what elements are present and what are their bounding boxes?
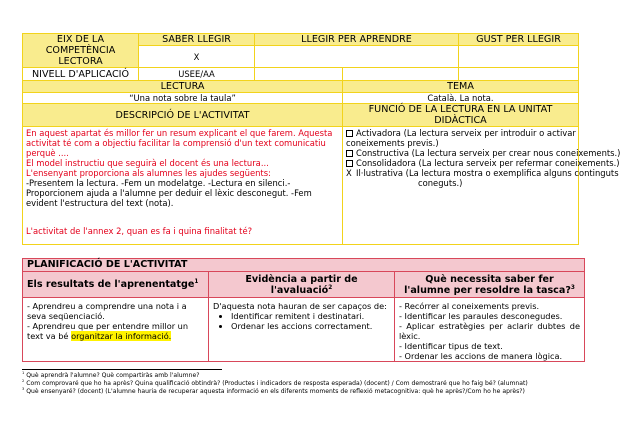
nivell-value: USEE/AA xyxy=(139,68,255,81)
gust-per-llegir-mark xyxy=(459,46,579,68)
evidencia-intro: D'aquesta nota hauran de ser capaços de: xyxy=(213,301,387,311)
list-item: - Recórrer al coneixements previs. xyxy=(399,301,540,311)
que-necessita-content xyxy=(395,298,585,362)
descripcio-header: DESCRIPCIÓ DE L'ACTIVITAT xyxy=(23,104,343,127)
funcio-activadora: Activadora (La lectura serveix per introduir o activar xyxy=(346,128,575,138)
descripcio-ajudes: L'ensenyant proporciona als alumnes les ajudes següents: xyxy=(26,168,271,178)
list-item: - Identificar les paraules desconegudes. xyxy=(399,311,563,321)
descripcio-content xyxy=(23,127,343,245)
checkbox-icon xyxy=(346,150,353,157)
resultats-content xyxy=(23,298,209,362)
descripcio-pregunta: L'activitat de l'annex 2, quan es fa i quina finalitat té? xyxy=(26,226,253,236)
eix-label: EIX DE LA COMPETÈNCIA LECTORA xyxy=(23,34,139,68)
planificacio-table xyxy=(22,258,585,362)
saber-llegir-header: SABER LLEGIR xyxy=(139,34,255,46)
descripcio-resum: En aquest apartat és millor fer un resum explicant el que farem. Aquesta activitat té com a objectiu facilitar la comprensió d'un text comunicatiu perquè .... xyxy=(26,128,333,158)
footnote-2: $^2$ Com comprovaré que ho ha après? Quina qualificació obtindrà? (Productes i indicadors de resposta esperada) (docent) / Com demostraré que ho faig bé? (alumnat) xyxy=(22,378,528,387)
checkbox-icon xyxy=(346,130,353,137)
funcio-constructiva: Constructiva (La lectura serveix per crear nous coneixements.) xyxy=(346,148,575,158)
planificacio-title: PLANIFICACIÓ DE L'ACTIVITAT xyxy=(23,259,585,272)
llegir-per-aprendre-mark xyxy=(255,46,459,68)
resultat-item: - Aprendreu que per entendre millor un text va bé organitzar la informació. xyxy=(27,321,189,341)
gust-per-llegir-header: GUST PER LLEGIR xyxy=(459,34,579,46)
footnote-3: $^3$ Què ensenyaré? (docent) (L'alumne hauria de recuperar aquesta informació en els diferents moments de reflexió metacognitiva: què he après?/Com ho he après?) xyxy=(22,386,525,395)
tema-value: Català. La nota. xyxy=(343,93,579,104)
descripcio-model: El model instructiu que seguirà el docent és una lectura... xyxy=(26,158,269,168)
list-item: • Ordenar les accions correctament. xyxy=(231,321,390,331)
list-item: - Ordenar les accions de manera lògica. xyxy=(399,351,563,361)
footnotes xyxy=(22,369,582,396)
lectura-value: “Una nota sobre la taula” xyxy=(23,93,343,104)
x-mark: X xyxy=(346,168,352,178)
evidencia-header: Evidència a partir de l'avaluació$^2$ xyxy=(209,272,395,298)
footnote-rule xyxy=(22,369,222,370)
funcio-header: FUNCIÓ DE LA LECTURA EN LA UNITAT DIDÀCTICA xyxy=(343,104,579,127)
saber-llegir-mark: X xyxy=(139,46,255,68)
nivell-label: NIVELL D'APLICACIÓ xyxy=(23,68,139,81)
resultat-item: - Aprendreu a comprendre una nota i a seva seqüenciació. xyxy=(27,301,187,321)
list-item: • Identificar remitent i destinatari. xyxy=(231,311,390,321)
funcio-activadora-cont: coneixements previs.) xyxy=(346,138,439,148)
nivell-empty-1 xyxy=(255,68,343,81)
descripcio-passos: -Presentem la lectura. -Fem un modelatge. -Lectura en silenci.-Proporcionem ajuda a l'alumne per deduir el lèxic desconegut. -Fem evident l'estructura del text (nota). xyxy=(26,178,312,208)
funcio-content xyxy=(343,127,620,245)
tema-header: TEMA xyxy=(343,81,579,93)
checkbox-icon xyxy=(346,160,353,167)
list-item: - Aplicar estratègies per aclarir dubtes de lèxic. xyxy=(399,321,581,341)
competencia-table xyxy=(22,33,620,245)
footnote-1: $^1$ Què aprendrà l'alumne? Què compartiràs amb l'alumne? xyxy=(22,370,200,379)
list-item: - Identificar tipus de text. xyxy=(399,341,503,351)
highlighted-text: organitzar la informació. xyxy=(71,331,172,341)
funcio-illustrativa: X Il·lustrativa (La lectura mostra o exemplifica alguns continguts xyxy=(346,168,619,178)
que-necessita-header: Què necessita saber fer l'alumne per resoldre la tasca?$^3$ xyxy=(395,272,585,298)
evidencia-list xyxy=(213,311,390,331)
resultats-header: Els resultats de l'aprenentatge$^1$ xyxy=(23,272,209,298)
nivell-empty-3 xyxy=(459,68,579,81)
funcio-consolidadora: Consolidadora (La lectura serveix per refermar coneixements.) xyxy=(346,158,575,168)
llegir-per-aprendre-header: LLEGIR PER APRENDRE xyxy=(255,34,459,46)
evidencia-content xyxy=(209,298,395,362)
nivell-empty-2 xyxy=(343,68,459,81)
funcio-illustrativa-cont: coneguts.) xyxy=(418,178,463,188)
lectura-header: LECTURA xyxy=(23,81,343,93)
